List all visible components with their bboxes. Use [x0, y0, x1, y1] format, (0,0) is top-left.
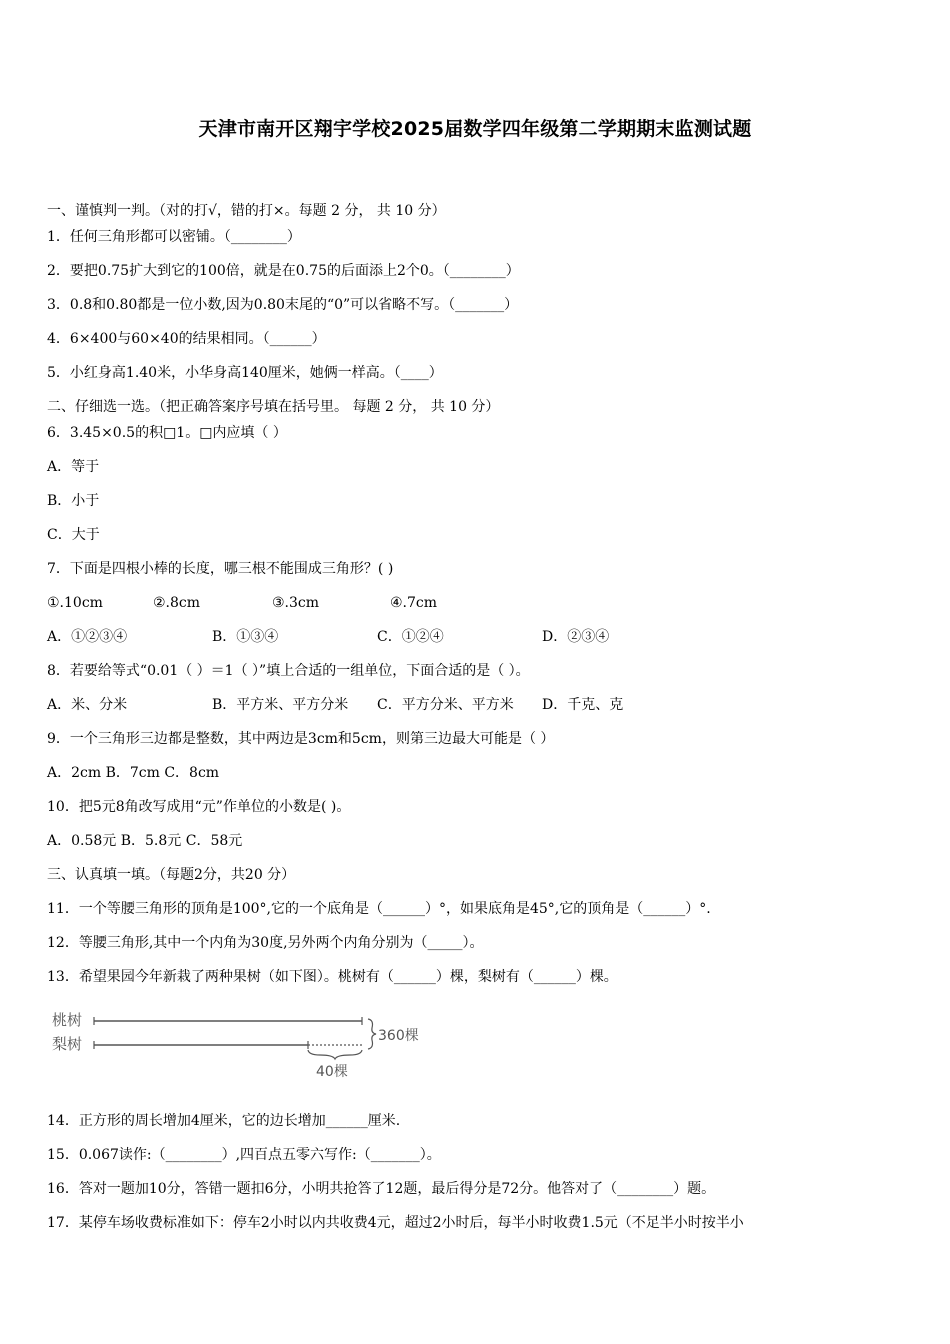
stick-3: ③.3cm: [272, 595, 320, 611]
question-8-option-c: C．平方分米、平方米: [377, 697, 514, 713]
stick-4: ④.7cm: [390, 595, 438, 611]
peach-tree-label: 桃树: [52, 1011, 83, 1029]
question-6-option-b: B．小于: [47, 493, 100, 509]
difference-label: 40棵: [316, 1064, 348, 1080]
question-8-option-b: B．平方米、平方分米: [212, 697, 349, 713]
question-1: 1．任何三角形都可以密铺。（________）: [47, 229, 301, 245]
section-2-heading: 二、仔细选一选。（把正确答案序号填在括号里。 每题 2 分， 共 10 分）: [47, 399, 500, 415]
question-10: 10．把5元8角改写成用“元”作单位的小数是( )。: [47, 799, 351, 815]
question-14: 14．正方形的周长增加4厘米，它的边长增加______厘米.: [47, 1113, 401, 1129]
question-8-option-a: A．米、分米: [47, 697, 128, 713]
question-7-options: [47, 628, 907, 646]
difference-brace: [308, 1050, 362, 1059]
total-brace: [368, 1019, 376, 1049]
question-9-options: A．2cm B．7cm C．8cm: [47, 765, 220, 781]
stick-1: ①.10cm: [47, 595, 103, 611]
stick-2: ②.8cm: [153, 595, 201, 611]
question-4: 4．6×400与60×40的结果相同。（______）: [47, 331, 326, 347]
section-3-heading: 三、认真填一填。（每题2分，共20 分）: [47, 867, 296, 883]
question-2: 2．要把0.75扩大到它的100倍，就是在0.75的后面添上2个0。（________）: [47, 263, 520, 279]
question-7: 7．下面是四根小棒的长度，哪三根不能围成三角形？( ): [47, 561, 394, 577]
question-8-options: [47, 696, 907, 714]
question-13: 13．希望果园今年新栽了两种果树（如下图）。桃树有（______）棵，梨树有（______）棵。: [47, 969, 618, 985]
question-7-option-c: C．①②④: [377, 629, 444, 645]
question-12: 12．等腰三角形,其中一个内角为30度,另外两个内角分别为（_____）。: [47, 935, 484, 951]
page-title: 天津市南开区翔宇学校2025届数学四年级第二学期期末监测试题: [198, 118, 752, 140]
question-7-option-b: B．①③④: [212, 629, 279, 645]
pear-tree-label: 梨树: [52, 1035, 83, 1053]
question-15: 15．0.067读作:（________）,四百点五零六写作:（_______）。: [47, 1147, 441, 1163]
question-9: 9．一个三角形三边都是整数，其中两边是3cm和5cm，则第三边最大可能是（ ）: [47, 731, 555, 747]
total-label: 360棵: [378, 1028, 419, 1044]
fruit-tree-diagram: [50, 1008, 450, 1083]
question-7-option-d: D．②③④: [542, 629, 610, 645]
question-3: 3．0.8和0.80都是一位小数,因为0.80末尾的“0”可以省略不写。（_______）: [47, 297, 519, 313]
question-5: 5．小红身高1.40米，小华身高140厘米，她俩一样高。（____）: [47, 365, 443, 381]
question-8: 8．若要给等式“0.01（ ）＝1（ ）”填上合适的一组单位，下面合适的是（ ）。: [47, 663, 530, 679]
question-8-option-d: D．千克、克: [542, 697, 624, 713]
question-17: 17．某停车场收费标准如下：停车2小时以内共收费4元，超过2小时后，每半小时收费1.5元（不足半小时按半小: [47, 1215, 744, 1231]
question-10-options: A．0.58元 B．5.8元 C．58元: [47, 833, 243, 849]
question-6-option-a: A．等于: [47, 459, 100, 475]
question-11: 11．一个等腰三角形的顶角是100°,它的一个底角是（______）°，如果底角是45°,它的顶角是（______）°.: [47, 901, 711, 917]
question-7-option-a: A．①②③④: [47, 629, 128, 645]
question-7-sticks: [47, 594, 907, 612]
question-16: 16．答对一题加10分，答错一题扣6分，小明共抢答了12题，最后得分是72分。他答对了（________）题。: [47, 1181, 716, 1197]
section-1-heading: 一、谨慎判一判。（对的打√，错的打×。每题 2 分， 共 10 分）: [47, 203, 446, 219]
question-6: 6．3.45×0.5的积□1。□内应填（ ）: [47, 425, 287, 441]
question-6-option-c: C．大于: [47, 527, 100, 543]
